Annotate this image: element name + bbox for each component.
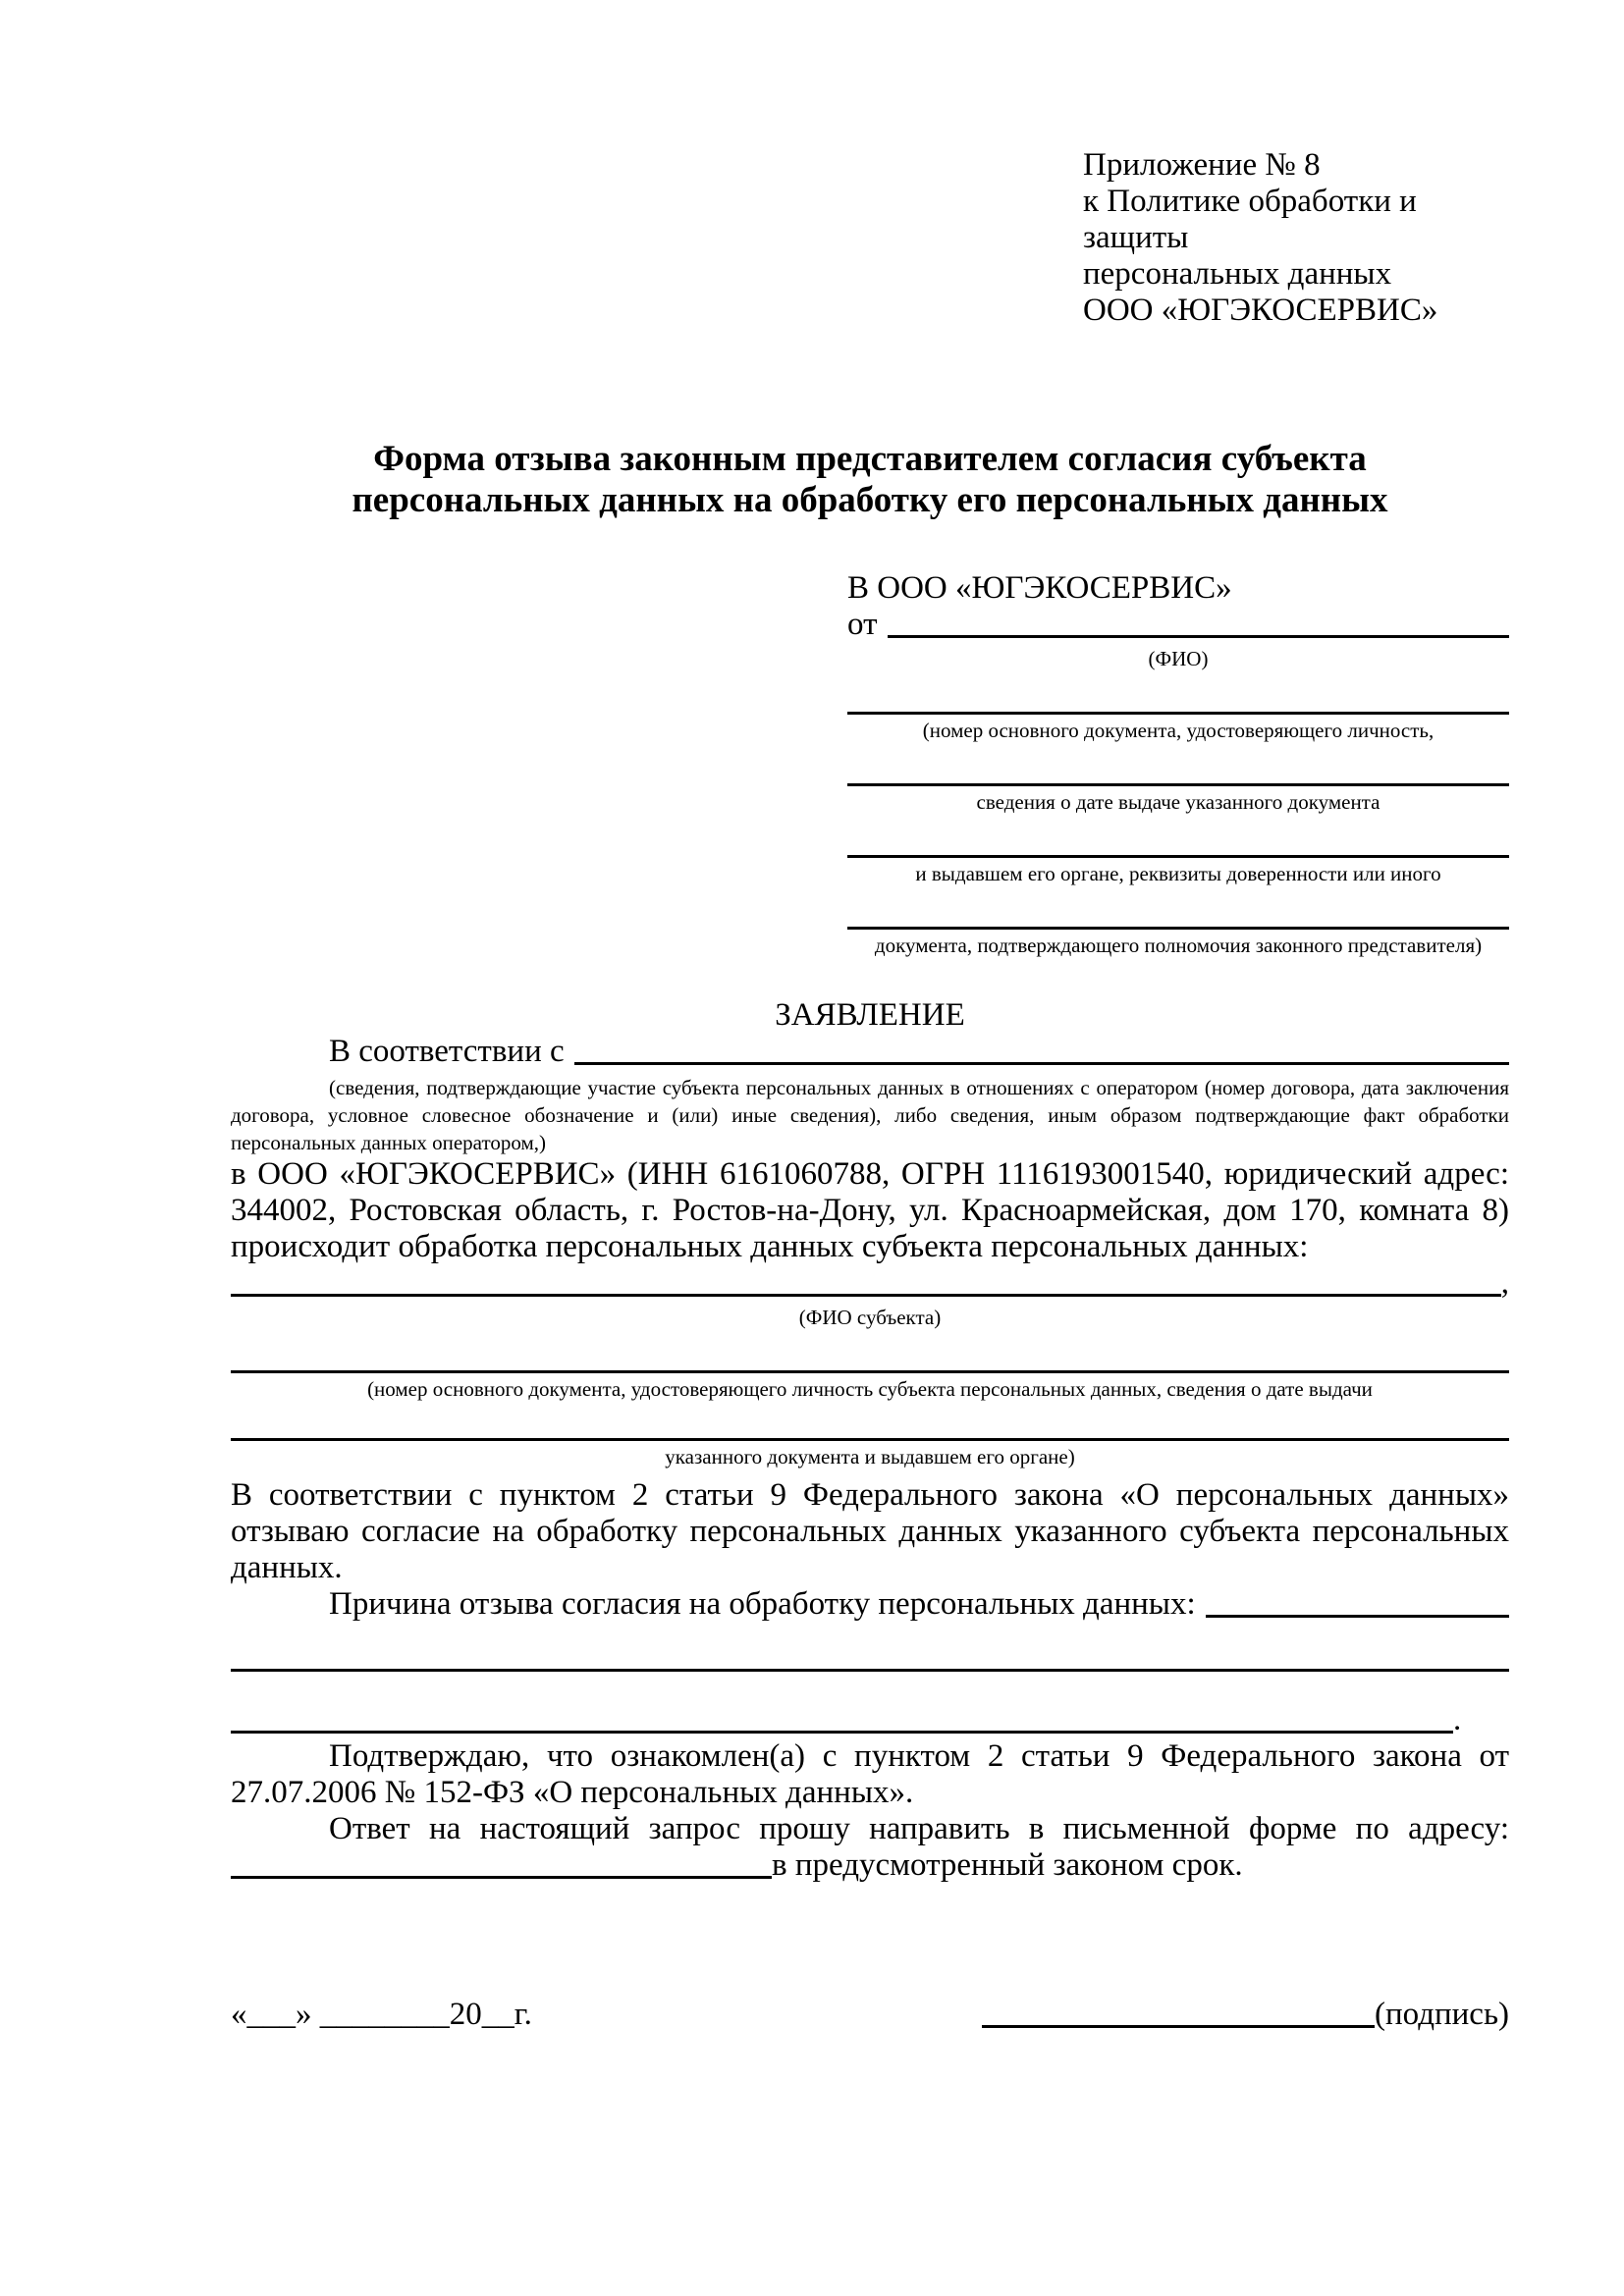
- signature-caption: (подпись): [1375, 1997, 1509, 2032]
- basis-row: [231, 1034, 1509, 1070]
- representative-doc-caption-4: документа, подтверждающего полномочия законного представителя): [874, 934, 1483, 957]
- representative-doc-field-3: [847, 855, 1509, 858]
- representative-name-row: [847, 607, 1509, 643]
- confirm-paragraph: Подтверждаю, что ознакомлен(а) с пунктом 2 статьи 9 Федерального закона от 27.07.2006 № 152-ФЗ «О персональных данных».: [231, 1738, 1509, 1810]
- appendix-policy-line2: персональных данных: [1083, 256, 1392, 292]
- subject-doc-caption-2: указанного документа и выдавшем его органе): [665, 1445, 1075, 1468]
- representative-doc-caption-3: и выдавшем его органе, реквизиты доверенности или иного: [915, 862, 1441, 885]
- fio-caption: (ФИО): [1148, 647, 1209, 670]
- title-line-1: Форма отзыва законным представителем согласия субъекта: [373, 439, 1367, 479]
- appendix-number: Приложение № 8: [1083, 147, 1321, 183]
- from-label: от: [847, 607, 878, 642]
- representative-doc-field-4: [847, 927, 1509, 930]
- representative-doc-group-2: [847, 783, 1509, 815]
- reason-row: [231, 1586, 1509, 1623]
- title-line-2: персональных данных на обработку его персональных данных: [352, 480, 1388, 520]
- reason-field-line-3: [231, 1702, 1509, 1738]
- signature-footer: [231, 1997, 1509, 2033]
- subject-fio-field: [231, 1265, 1501, 1297]
- subject-fio-row: [231, 1265, 1509, 1302]
- basis-field: [574, 1034, 1509, 1065]
- signature-field: [982, 1997, 1375, 2028]
- reply-address-suffix: в предусмотренный законом срок.: [772, 1847, 1243, 1883]
- reply-address-row: [231, 1847, 1509, 1884]
- representative-doc-group-1: [847, 712, 1509, 743]
- reason-prefix: Причина отзыва согласия на обработку персональных данных:: [329, 1586, 1196, 1622]
- basis-note: (сведения, подтверждающие участие субъекта персональных данных в отношениях с оператором (номер договора, дата заключения договора, условное словесное обозначение и (или) иные сведения), либо сведения, иным образом подтверждающие факт обработки персональных данных оператором,): [231, 1076, 1509, 1154]
- reason-field: [1206, 1586, 1509, 1618]
- reason-field-line-3-rule: [231, 1702, 1453, 1734]
- representative-doc-caption-1: (номер основного документа, удостоверяющего личность,: [922, 719, 1435, 742]
- statement-heading: ЗАЯВЛЕНИЕ: [775, 997, 965, 1033]
- representative-doc-group-4: [847, 927, 1509, 958]
- appendix-company: ООО «ЮГЭКОСЕРВИС»: [1083, 293, 1438, 328]
- subject-fio-comma: ,: [1500, 1265, 1509, 1301]
- date-blank-line: «___» ________20__г.: [231, 1997, 532, 2032]
- subject-fio-caption: (ФИО субъекта): [798, 1306, 942, 1329]
- reply-address-field: [231, 1847, 772, 1879]
- appendix-header: [1083, 147, 1509, 329]
- reason-field-line-2: [231, 1669, 1509, 1672]
- representative-doc-field-2: [847, 783, 1509, 786]
- addressee-company: В ООО «ЮГЭКОСЕРВИС»: [847, 570, 1232, 606]
- addressee-block: [847, 570, 1509, 958]
- document-title: [231, 439, 1509, 521]
- appendix-policy-line1: к Политике обработки и защиты: [1083, 184, 1417, 255]
- representative-doc-caption-2: сведения о дате выдаче указанного документа: [976, 790, 1380, 814]
- subject-doc-caption-1: (номер основного документа, удостоверяющего личность субъекта персональных данных, сведения о дате выдачи: [367, 1377, 1373, 1401]
- signature-group: [982, 1997, 1509, 2033]
- reply-address-prefix: Ответ на настоящий запрос прошу направить в письменной форме по адресу:: [329, 1811, 1509, 1846]
- reason-line-period: .: [1453, 1702, 1462, 1737]
- operator-paragraph: в ООО «ЮГЭКОСЕРВИС» (ИНН 6161060788, ОГРН 1116193001540, юридический адрес: 344002, Ростовская область, г. Ростов-на-Дону, ул. Красноармейская, дом 170, комната 8) происходит обработка персональных данных субъекта персональных данных:: [231, 1156, 1509, 1264]
- basis-prefix: В соответствии с: [329, 1034, 565, 1069]
- representative-doc-field-1: [847, 712, 1509, 715]
- representative-doc-group-3: [847, 855, 1509, 886]
- representative-name-field: [888, 607, 1510, 638]
- subject-doc-field-1: [231, 1370, 1509, 1373]
- subject-doc-field-2: [231, 1438, 1509, 1441]
- withdraw-paragraph: В соответствии с пунктом 2 статьи 9 Федерального закона «О персональных данных» отзываю согласие на обработку персональных данных указанного субъекта персональных данных.: [231, 1477, 1509, 1585]
